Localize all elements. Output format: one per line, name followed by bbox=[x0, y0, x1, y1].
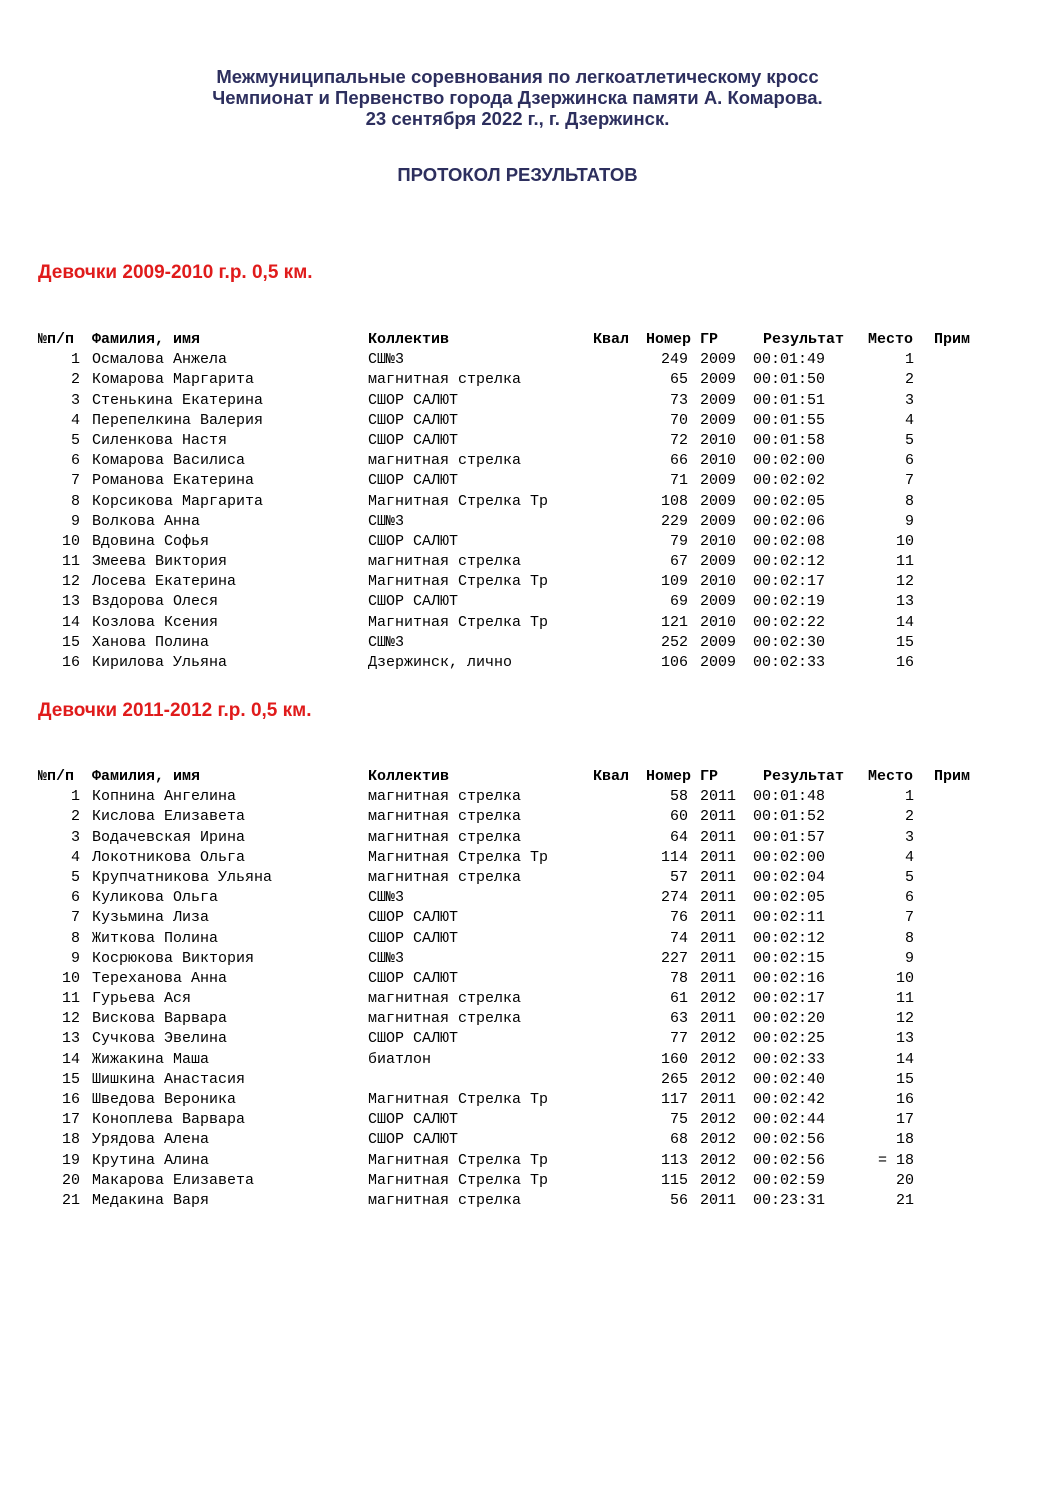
cell-result: 00:01:49 bbox=[753, 351, 826, 369]
cell-year: 2010 bbox=[700, 573, 737, 591]
cell-year: 2011 bbox=[700, 848, 737, 866]
cell-year: 2011 bbox=[700, 1010, 737, 1028]
cell-bib: 64 bbox=[669, 828, 688, 846]
cell-bib: 249 bbox=[660, 351, 688, 369]
cell-team: магнитная стрелка bbox=[368, 553, 522, 571]
cell-result: 00:02:19 bbox=[753, 593, 826, 611]
cell-team: СШОР САЛЮТ bbox=[368, 431, 459, 449]
cell-year: 2012 bbox=[700, 1131, 737, 1149]
cell-year: 2011 bbox=[700, 808, 737, 826]
cell-team: биатлон bbox=[368, 1050, 432, 1068]
cell-bib: 274 bbox=[660, 889, 688, 907]
column-header-result: Результат bbox=[763, 331, 845, 348]
cell-team: Магнитная Стрелка Тр bbox=[368, 1171, 549, 1189]
cell-team: СШ№3 bbox=[368, 512, 405, 530]
header-line-3: 23 сентября 2022 г., г. Дзержинск. bbox=[365, 108, 670, 129]
cell-name: Коноплева Варвара bbox=[92, 1111, 246, 1129]
cell-year: 2012 bbox=[700, 1171, 737, 1189]
cell-result: 00:02:22 bbox=[753, 613, 826, 631]
cell-result: 00:02:11 bbox=[753, 909, 826, 927]
cell-place: 6 bbox=[904, 452, 914, 470]
cell-team: Магнитная Стрелка Тр bbox=[368, 613, 549, 631]
cell-year: 2012 bbox=[700, 1030, 737, 1048]
column-header-name: Фамилия, имя bbox=[92, 768, 201, 785]
column-header-team: Коллектив bbox=[368, 768, 450, 785]
cell-name: Макарова Елизавета bbox=[92, 1171, 255, 1189]
cell-result: 00:02:02 bbox=[753, 472, 826, 490]
cell-place: 13 bbox=[895, 593, 914, 611]
cell-num: 11 bbox=[61, 990, 80, 1008]
cell-place: 12 bbox=[895, 573, 914, 591]
cell-bib: 227 bbox=[660, 949, 688, 967]
column-header-note: Прим bbox=[934, 331, 971, 348]
cell-num: 5 bbox=[70, 431, 80, 449]
cell-place: 10 bbox=[895, 532, 914, 550]
cell-team: магнитная стрелка bbox=[368, 788, 522, 806]
cell-name: Комарова Василиса bbox=[92, 452, 246, 470]
cell-result: 00:23:31 bbox=[753, 1191, 826, 1209]
cell-num: 4 bbox=[70, 848, 80, 866]
cell-team: СШ№3 bbox=[368, 633, 405, 651]
cell-place: 9 bbox=[904, 949, 914, 967]
cell-team: магнитная стрелка bbox=[368, 808, 522, 826]
cell-num: 17 bbox=[61, 1111, 80, 1129]
cell-bib: 74 bbox=[669, 929, 688, 947]
header-line-1: Межмуниципальные соревнования по легкоатлетическому кросс bbox=[216, 66, 819, 87]
cell-place: 4 bbox=[904, 411, 914, 429]
cell-name: Ханова Полина bbox=[92, 633, 210, 651]
cell-year: 2009 bbox=[700, 553, 737, 571]
cell-name: Крутина Алина bbox=[92, 1151, 210, 1169]
cell-year: 2009 bbox=[700, 593, 737, 611]
cell-num: 10 bbox=[61, 532, 80, 550]
cell-num: 5 bbox=[70, 868, 80, 886]
cell-name: Тереханова Анна bbox=[92, 969, 228, 987]
cell-place: 6 bbox=[904, 889, 914, 907]
cell-num: 16 bbox=[61, 1091, 80, 1108]
cell-bib: 65 bbox=[669, 371, 688, 389]
cell-num: 2 bbox=[70, 371, 80, 389]
column-header-bib: Номер bbox=[646, 331, 692, 348]
cell-bib: 117 bbox=[660, 1091, 688, 1108]
column-header-place: Место bbox=[868, 331, 914, 348]
cell-place: 18 bbox=[895, 1131, 914, 1149]
column-header-note: Прим bbox=[934, 768, 971, 785]
cell-bib: 79 bbox=[669, 532, 688, 550]
cell-bib: 77 bbox=[669, 1030, 688, 1048]
cell-name: Локотникова Ольга bbox=[92, 848, 246, 866]
cell-num: 18 bbox=[61, 1131, 80, 1149]
column-header-qual: Квал bbox=[593, 331, 630, 348]
cell-year: 2009 bbox=[700, 472, 737, 490]
cell-bib: 61 bbox=[669, 990, 688, 1008]
column-header-bib: Номер bbox=[646, 768, 692, 785]
column-header-result: Результат bbox=[763, 768, 845, 785]
cell-name: Медакина Варя bbox=[92, 1191, 210, 1209]
cell-bib: 66 bbox=[669, 452, 688, 470]
cell-place: 2 bbox=[904, 808, 914, 826]
cell-num: 13 bbox=[61, 593, 80, 611]
cell-num: 11 bbox=[61, 553, 80, 571]
cell-name: Корсикова Маргарита bbox=[92, 492, 264, 510]
cell-team: СШ№3 bbox=[368, 889, 405, 907]
cell-year: 2012 bbox=[700, 1070, 737, 1088]
cell-name: Вдовина Софья bbox=[92, 532, 210, 550]
cell-bib: 56 bbox=[669, 1191, 688, 1209]
cell-result: 00:01:57 bbox=[753, 828, 826, 846]
cell-bib: 114 bbox=[660, 848, 688, 866]
cell-result: 00:02:12 bbox=[753, 929, 826, 947]
cell-result: 00:02:16 bbox=[753, 969, 826, 987]
cell-bib: 121 bbox=[660, 613, 688, 631]
cell-year: 2009 bbox=[700, 411, 737, 429]
cell-result: 00:02:40 bbox=[753, 1070, 826, 1088]
cell-place: 1 bbox=[904, 788, 914, 806]
cell-name: Копнина Ангелина bbox=[92, 788, 237, 806]
cell-name: Урядова Алена bbox=[92, 1131, 210, 1149]
cell-name: Стенькина Екатерина bbox=[92, 391, 264, 409]
cell-result: 00:02:56 bbox=[753, 1151, 826, 1169]
cell-team: магнитная стрелка bbox=[368, 828, 522, 846]
cell-num: 6 bbox=[70, 889, 80, 907]
cell-num: 1 bbox=[70, 351, 80, 369]
cell-year: 2009 bbox=[700, 351, 737, 369]
cell-place: 11 bbox=[895, 553, 914, 571]
cell-team: СШОР САЛЮТ bbox=[368, 929, 459, 947]
cell-bib: 72 bbox=[669, 431, 688, 449]
cell-name: Житкова Полина bbox=[92, 929, 219, 947]
cell-place: 13 bbox=[895, 1030, 914, 1048]
cell-year: 2009 bbox=[700, 512, 737, 530]
cell-team: СШОР САЛЮТ bbox=[368, 472, 459, 490]
cell-place: 4 bbox=[904, 848, 914, 866]
cell-team: СШ№3 bbox=[368, 949, 405, 967]
cell-year: 2012 bbox=[700, 1050, 737, 1068]
cell-team: СШ№3 bbox=[368, 351, 405, 369]
column-header-year: ГР bbox=[700, 331, 719, 348]
cell-place: 9 bbox=[904, 512, 914, 530]
cell-place: 8 bbox=[904, 929, 914, 947]
cell-team: магнитная стрелка bbox=[368, 990, 522, 1008]
cell-year: 2009 bbox=[700, 633, 737, 651]
cell-result: 00:02:44 bbox=[753, 1111, 826, 1129]
cell-team: магнитная стрелка bbox=[368, 371, 522, 389]
cell-name: Шведова Вероника bbox=[92, 1091, 237, 1108]
cell-result: 00:02:42 bbox=[753, 1091, 826, 1108]
cell-result: 00:01:51 bbox=[753, 391, 826, 409]
cell-team: магнитная стрелка bbox=[368, 868, 522, 886]
cell-bib: 78 bbox=[669, 969, 688, 987]
cell-year: 2010 bbox=[700, 532, 737, 550]
cell-bib: 67 bbox=[669, 553, 688, 571]
cell-result: 00:02:17 bbox=[753, 990, 826, 1008]
cell-place: = 18 bbox=[877, 1151, 914, 1169]
cell-num: 1 bbox=[70, 788, 80, 806]
cell-year: 2011 bbox=[700, 1091, 737, 1108]
section-title-2: Девочки 2011-2012 г.р. 0,5 км. bbox=[38, 700, 312, 721]
cell-bib: 68 bbox=[669, 1131, 688, 1149]
cell-year: 2011 bbox=[700, 909, 737, 927]
cell-team: СШОР САЛЮТ bbox=[368, 1131, 459, 1149]
cell-num: 14 bbox=[61, 613, 80, 631]
cell-bib: 71 bbox=[669, 472, 688, 490]
cell-num: 14 bbox=[61, 1050, 80, 1068]
column-header-num: №п/п bbox=[38, 768, 75, 785]
cell-team: Магнитная Стрелка Тр bbox=[368, 492, 549, 510]
cell-team: СШОР САЛЮТ bbox=[368, 532, 459, 550]
cell-year: 2011 bbox=[700, 828, 737, 846]
cell-team: СШОР САЛЮТ bbox=[368, 969, 459, 987]
cell-name: Козлова Ксения bbox=[92, 613, 219, 631]
cell-team: магнитная стрелка bbox=[368, 452, 522, 470]
cell-num: 21 bbox=[61, 1191, 80, 1209]
cell-place: 14 bbox=[895, 1050, 914, 1068]
cell-name: Жижакина Маша bbox=[92, 1050, 210, 1068]
cell-num: 7 bbox=[70, 909, 80, 927]
cell-bib: 160 bbox=[660, 1050, 688, 1068]
cell-place: 15 bbox=[895, 633, 914, 651]
cell-num: 20 bbox=[61, 1171, 80, 1189]
cell-place: 15 bbox=[895, 1070, 914, 1088]
protocol-title: ПРОТОКОЛ РЕЗУЛЬТАТОВ bbox=[397, 164, 638, 185]
cell-result: 00:01:48 bbox=[753, 788, 826, 806]
cell-name: Змеева Виктория bbox=[92, 553, 228, 571]
cell-result: 00:02:56 bbox=[753, 1131, 826, 1149]
cell-num: 2 bbox=[70, 808, 80, 826]
cell-year: 2011 bbox=[700, 868, 737, 886]
cell-team: Магнитная Стрелка Тр bbox=[368, 1151, 549, 1169]
cell-bib: 58 bbox=[669, 788, 688, 806]
cell-year: 2011 bbox=[700, 1191, 737, 1209]
cell-name: Романова Екатерина bbox=[92, 472, 255, 490]
cell-place: 7 bbox=[904, 472, 914, 490]
cell-num: 3 bbox=[70, 391, 80, 409]
cell-place: 2 bbox=[904, 371, 914, 389]
column-header-team: Коллектив bbox=[368, 331, 450, 348]
cell-year: 2012 bbox=[700, 1111, 737, 1129]
cell-year: 2010 bbox=[700, 431, 737, 449]
cell-result: 00:02:00 bbox=[753, 452, 826, 470]
cell-name: Кирилова Ульяна bbox=[92, 654, 228, 671]
cell-num: 9 bbox=[70, 512, 80, 530]
cell-name: Волкова Анна bbox=[92, 512, 201, 530]
cell-team: Магнитная Стрелка Тр bbox=[368, 573, 549, 591]
cell-bib: 108 bbox=[660, 492, 688, 510]
cell-team: СШОР САЛЮТ bbox=[368, 391, 459, 409]
cell-team: СШОР САЛЮТ bbox=[368, 593, 459, 611]
column-header-year: ГР bbox=[700, 768, 719, 785]
cell-place: 17 bbox=[895, 1111, 914, 1129]
cell-place: 20 bbox=[895, 1171, 914, 1189]
column-header-name: Фамилия, имя bbox=[92, 331, 201, 348]
cell-team: СШОР САЛЮТ bbox=[368, 411, 459, 429]
cell-bib: 115 bbox=[660, 1171, 688, 1189]
cell-place: 12 bbox=[895, 1010, 914, 1028]
cell-bib: 106 bbox=[660, 654, 688, 671]
cell-bib: 57 bbox=[669, 868, 688, 886]
cell-num: 8 bbox=[70, 929, 80, 947]
cell-team: СШОР САЛЮТ bbox=[368, 1030, 459, 1048]
cell-result: 00:02:05 bbox=[753, 492, 826, 510]
cell-result: 00:01:52 bbox=[753, 808, 826, 826]
cell-num: 7 bbox=[70, 472, 80, 490]
cell-num: 13 bbox=[61, 1030, 80, 1048]
cell-name: Осмалова Анжела bbox=[92, 351, 228, 369]
cell-result: 00:02:12 bbox=[753, 553, 826, 571]
cell-place: 21 bbox=[895, 1191, 914, 1209]
cell-name: Шишкина Анастасия bbox=[92, 1070, 246, 1088]
cell-team: СШОР САЛЮТ bbox=[368, 909, 459, 927]
cell-name: Силенкова Настя bbox=[92, 431, 228, 449]
cell-name: Косрюкова Виктория bbox=[92, 949, 255, 967]
cell-num: 10 bbox=[61, 969, 80, 987]
cell-bib: 113 bbox=[660, 1151, 688, 1169]
cell-place: 3 bbox=[904, 391, 914, 409]
cell-year: 2011 bbox=[700, 929, 737, 947]
cell-name: Крупчатникова Ульяна bbox=[92, 868, 273, 886]
cell-name: Вздорова Олеся bbox=[92, 593, 219, 611]
cell-team: Магнитная Стрелка Тр bbox=[368, 1091, 549, 1108]
cell-name: Куликова Ольга bbox=[92, 889, 219, 907]
cell-result: 00:02:15 bbox=[753, 949, 826, 967]
cell-num: 15 bbox=[61, 1070, 80, 1088]
cell-place: 7 bbox=[904, 909, 914, 927]
cell-name: Сучкова Эвелина bbox=[92, 1030, 228, 1048]
cell-num: 15 bbox=[61, 633, 80, 651]
cell-result: 00:02:08 bbox=[753, 532, 826, 550]
cell-num: 12 bbox=[61, 573, 80, 591]
cell-place: 1 bbox=[904, 351, 914, 369]
cell-place: 16 bbox=[895, 654, 914, 671]
cell-year: 2009 bbox=[700, 371, 737, 389]
cell-num: 4 bbox=[70, 411, 80, 429]
cell-bib: 229 bbox=[660, 512, 688, 530]
cell-team: Магнитная Стрелка Тр bbox=[368, 848, 549, 866]
cell-name: Лосева Екатерина bbox=[92, 573, 237, 591]
cell-year: 2011 bbox=[700, 788, 737, 806]
cell-bib: 73 bbox=[669, 391, 688, 409]
cell-result: 00:02:30 bbox=[753, 633, 826, 651]
cell-bib: 69 bbox=[669, 593, 688, 611]
cell-num: 9 bbox=[70, 949, 80, 967]
cell-bib: 60 bbox=[669, 808, 688, 826]
cell-name: Гурьева Ася bbox=[92, 990, 192, 1008]
cell-place: 11 bbox=[895, 990, 914, 1008]
cell-result: 00:01:50 bbox=[753, 371, 826, 389]
cell-name: Кислова Елизавета bbox=[92, 808, 246, 826]
section-title-1: Девочки 2009-2010 г.р. 0,5 км. bbox=[38, 262, 313, 283]
cell-place: 14 bbox=[895, 613, 914, 631]
column-header-num: №п/п bbox=[38, 331, 75, 348]
cell-bib: 75 bbox=[669, 1111, 688, 1129]
cell-num: 6 bbox=[70, 452, 80, 470]
cell-bib: 70 bbox=[669, 411, 688, 429]
cell-bib: 63 bbox=[669, 1010, 688, 1028]
cell-result: 00:02:33 bbox=[753, 1050, 826, 1068]
document-header bbox=[0, 66, 1035, 129]
cell-result: 00:02:06 bbox=[753, 512, 826, 530]
cell-year: 2011 bbox=[700, 969, 737, 987]
cell-result: 00:02:59 bbox=[753, 1171, 826, 1189]
cell-team: магнитная стрелка bbox=[368, 1010, 522, 1028]
cell-num: 8 bbox=[70, 492, 80, 510]
cell-year: 2012 bbox=[700, 1151, 737, 1169]
cell-year: 2009 bbox=[700, 391, 737, 409]
cell-year: 2012 bbox=[700, 990, 737, 1008]
cell-result: 00:02:00 bbox=[753, 848, 826, 866]
cell-name: Перепелкина Валерия bbox=[92, 411, 264, 429]
column-header-place: Место bbox=[868, 768, 914, 785]
cell-num: 19 bbox=[61, 1151, 80, 1169]
header-line-2: Чемпионат и Первенство города Дзержинска памяти А. Комарова. bbox=[212, 87, 823, 108]
cell-team: Дзержинск, лично bbox=[368, 654, 513, 671]
cell-bib: 252 bbox=[660, 633, 688, 651]
cell-name: Кузьмина Лиза bbox=[92, 909, 210, 927]
cell-result: 00:02:25 bbox=[753, 1030, 826, 1048]
cell-place: 5 bbox=[904, 431, 914, 449]
cell-result: 00:01:58 bbox=[753, 431, 826, 449]
cell-year: 2009 bbox=[700, 654, 737, 671]
cell-result: 00:02:04 bbox=[753, 868, 826, 886]
cell-team: магнитная стрелка bbox=[368, 1191, 522, 1209]
cell-place: 3 bbox=[904, 828, 914, 846]
cell-place: 5 bbox=[904, 868, 914, 886]
cell-bib: 109 bbox=[660, 573, 688, 591]
cell-result: 00:02:20 bbox=[753, 1010, 826, 1028]
cell-year: 2011 bbox=[700, 949, 737, 967]
cell-place: 8 bbox=[904, 492, 914, 510]
cell-bib: 265 bbox=[660, 1070, 688, 1088]
cell-year: 2010 bbox=[700, 613, 737, 631]
cell-num: 3 bbox=[70, 828, 80, 846]
cell-name: Вискова Варвара bbox=[92, 1010, 228, 1028]
cell-name: Водачевская Ирина bbox=[92, 828, 246, 846]
cell-num: 16 bbox=[61, 654, 80, 671]
cell-year: 2010 bbox=[700, 452, 737, 470]
cell-result: 00:01:55 bbox=[753, 411, 826, 429]
cell-year: 2009 bbox=[700, 492, 737, 510]
cell-place: 16 bbox=[895, 1091, 914, 1108]
cell-result: 00:02:17 bbox=[753, 573, 826, 591]
cell-place: 10 bbox=[895, 969, 914, 987]
cell-num: 12 bbox=[61, 1010, 80, 1028]
column-header-qual: Квал bbox=[593, 768, 630, 785]
cell-result: 00:02:05 bbox=[753, 889, 826, 907]
cell-team: СШОР САЛЮТ bbox=[368, 1111, 459, 1129]
cell-name: Комарова Маргарита bbox=[92, 371, 255, 389]
cell-result: 00:02:33 bbox=[753, 654, 826, 671]
cell-year: 2011 bbox=[700, 889, 737, 907]
cell-bib: 76 bbox=[669, 909, 688, 927]
